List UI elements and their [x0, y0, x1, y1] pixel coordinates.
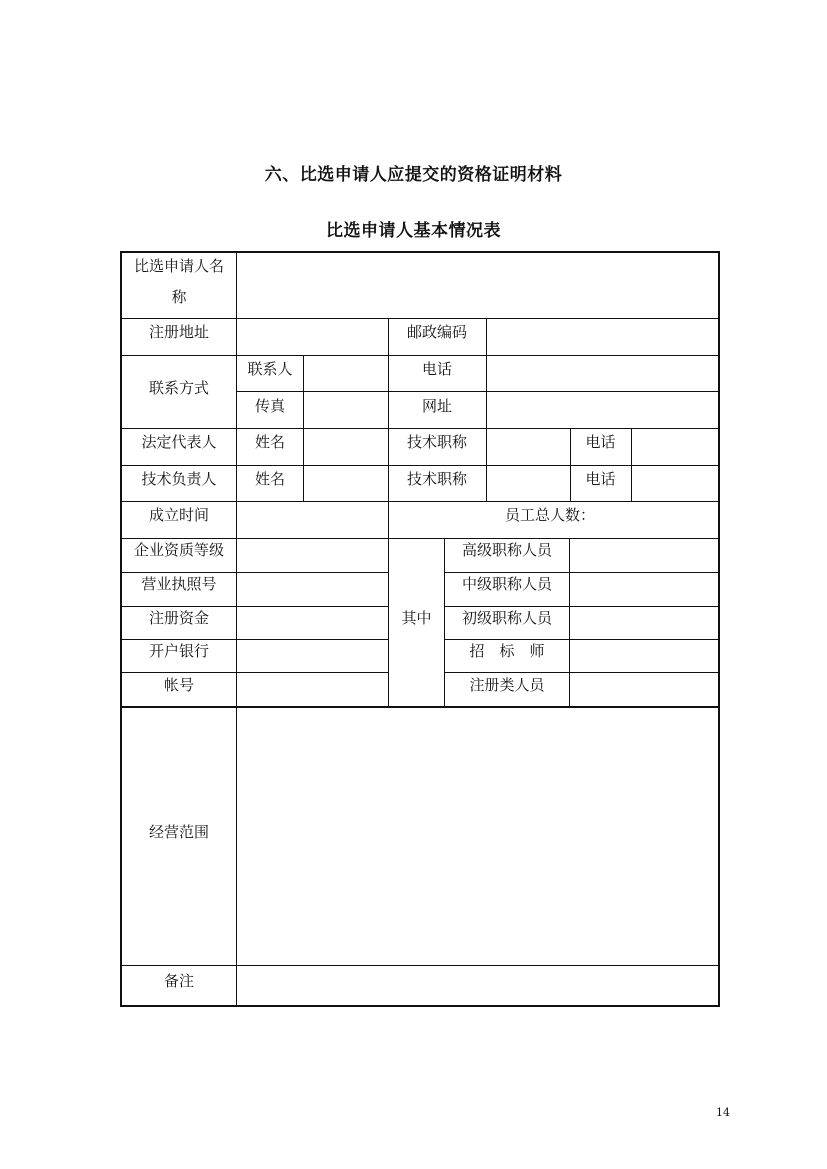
label-account: 帐号	[163, 676, 194, 694]
label-legal-rep: 法定代表人	[141, 433, 217, 451]
label-bank: 开户银行	[148, 642, 209, 660]
row-divider	[122, 501, 718, 502]
label-remarks: 备注	[163, 972, 194, 990]
label-contact-method: 联系方式	[148, 379, 209, 397]
row-divider	[122, 465, 718, 466]
label-tech-lead-phone: 电话	[585, 470, 616, 488]
row-divider	[444, 672, 718, 673]
label-website: 网址	[421, 397, 452, 415]
label-applicant-name-2: 称	[171, 288, 187, 306]
row-divider	[122, 606, 388, 607]
label-contact-person: 联系人	[247, 360, 293, 378]
row-divider	[122, 572, 388, 573]
page-number: 14	[716, 1106, 730, 1119]
row-divider	[122, 672, 388, 673]
label-registered-capital: 注册资金	[148, 609, 209, 627]
label-senior-title-staff: 高级职称人员	[461, 541, 552, 559]
column-divider	[486, 428, 487, 501]
label-mid-title-staff: 中级职称人员	[461, 575, 552, 593]
label-registered-address: 注册地址	[148, 323, 209, 341]
table-title: 比选申请人基本情况表	[326, 221, 501, 241]
label-junior-title-staff: 初级职称人员	[461, 609, 552, 627]
column-divider	[486, 318, 487, 428]
row-divider	[122, 965, 718, 966]
label-legal-rep-phone: 电话	[585, 433, 616, 451]
label-staff-total: 员工总人数：	[505, 506, 596, 524]
row-divider	[122, 538, 718, 539]
column-divider	[303, 355, 304, 501]
label-established: 成立时间	[148, 506, 209, 524]
row-divider	[444, 572, 718, 573]
row-divider	[444, 639, 718, 640]
label-qualification-grade: 企业资质等级	[133, 541, 224, 559]
row-divider	[122, 639, 388, 640]
label-tech-lead: 技术负责人	[141, 470, 217, 488]
row-divider	[237, 391, 718, 392]
row-divider	[122, 706, 718, 708]
label-business-license: 营业执照号	[141, 575, 217, 593]
label-tech-lead-title: 技术职称	[406, 470, 467, 488]
column-divider	[631, 428, 632, 501]
row-divider	[444, 606, 718, 607]
label-tech-lead-name: 姓名	[254, 470, 285, 488]
label-applicant-name-1: 比选申请人名	[133, 257, 224, 275]
label-legal-rep-name: 姓名	[254, 433, 285, 451]
label-contact-phone: 电话	[421, 360, 452, 378]
row-divider	[122, 428, 718, 429]
label-bidding-engineer: 招 标 师	[469, 642, 545, 660]
label-postal-code: 邮政编码	[406, 323, 467, 341]
label-legal-rep-title: 技术职称	[406, 433, 467, 451]
label-business-scope: 经营范围	[148, 823, 209, 841]
label-registered-staff: 注册类人员	[469, 676, 545, 694]
section-heading: 六、比选申请人应提交的资格证明材料	[264, 165, 563, 185]
row-divider	[122, 355, 718, 356]
label-among-them: 其中	[401, 609, 432, 627]
row-divider	[122, 318, 718, 319]
column-divider	[569, 538, 570, 708]
applicant-info-form	[120, 251, 720, 1007]
label-fax: 传真	[254, 397, 285, 415]
